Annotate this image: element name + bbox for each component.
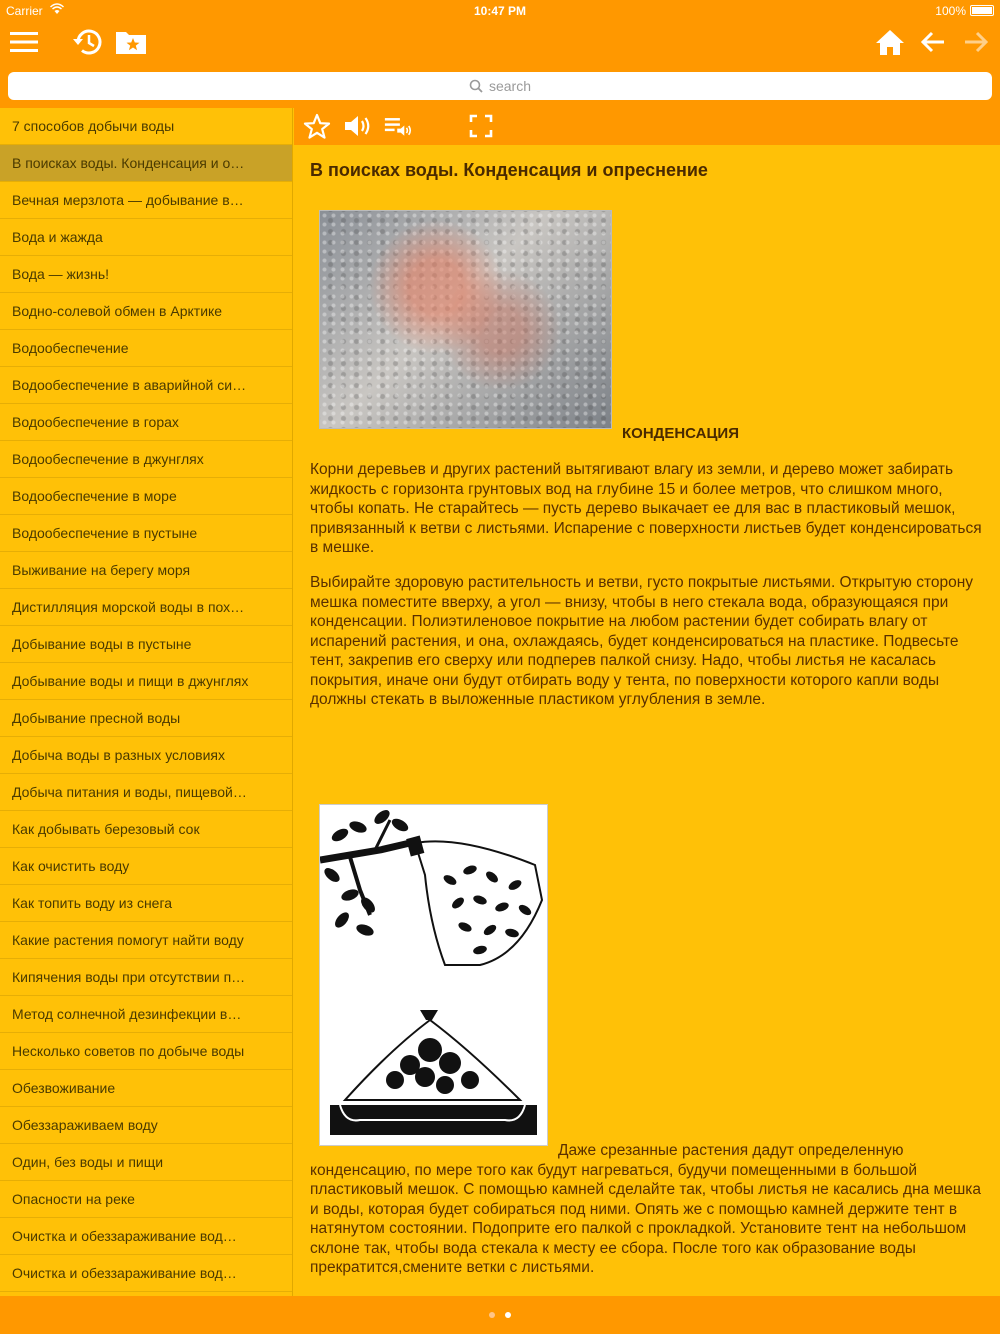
list-item[interactable]: 7 способов добычи воды — [0, 108, 292, 145]
list-item[interactable]: Водообеспечение — [0, 330, 292, 367]
list-item[interactable]: Кипячения воды при отсутствии п… — [0, 959, 292, 996]
battery-icon — [970, 5, 994, 16]
list-item[interactable]: Вода и жажда — [0, 219, 292, 256]
search-icon — [469, 79, 483, 93]
list-item[interactable]: Водно-солевой обмен в Арктике — [0, 293, 292, 330]
list-item[interactable]: Опасности на реке — [0, 1181, 292, 1218]
fullscreen-icon[interactable] — [466, 111, 496, 141]
list-item[interactable]: Дистилляция морской воды в пох… — [0, 589, 292, 626]
list-item[interactable]: Добывание воды в пустыне — [0, 626, 292, 663]
list-item[interactable]: Очистка и обеззараживание вод… — [0, 1255, 292, 1292]
list-item[interactable]: Выживание на берегу моря — [0, 552, 292, 589]
article-content — [294, 145, 1000, 1296]
carrier-label: Carrier — [6, 4, 43, 18]
list-item[interactable]: Водообеспечение в горах — [0, 404, 292, 441]
list-item[interactable]: Очистка и обеззараживание вод… — [0, 1218, 292, 1255]
clock: 10:47 PM — [473, 4, 527, 18]
list-item[interactable]: Вечная мерзлота — добывание в… — [0, 182, 292, 219]
bookmarks-folder-icon[interactable] — [113, 24, 149, 60]
menu-icon[interactable] — [6, 24, 42, 60]
plastic-bag-illustration — [319, 804, 548, 1146]
list-item[interactable]: Метод солнечной дезинфекции в… — [0, 996, 292, 1033]
search-placeholder: search — [488, 78, 532, 94]
playlist-audio-icon[interactable] — [384, 111, 414, 141]
list-item[interactable]: Вода — жизнь! — [0, 256, 292, 293]
list-item[interactable]: Несколько советов по добыче воды — [0, 1033, 292, 1070]
list-item[interactable]: Как топить воду из снега — [0, 885, 292, 922]
list-item[interactable]: Добывание пресной воды — [0, 700, 292, 737]
list-item[interactable]: Водообеспечение в джунглях — [0, 441, 292, 478]
star-icon[interactable] — [302, 111, 332, 141]
section-caption: КОНДЕНСАЦИЯ — [622, 425, 739, 442]
list-item[interactable]: Один, без воды и пищи — [0, 1144, 292, 1181]
article-title: В поисках воды. Конденсация и опреснение — [310, 160, 708, 180]
status-bar — [0, 0, 1000, 22]
search-bar — [0, 64, 1000, 108]
page-indicator-dot-active[interactable] — [505, 1312, 511, 1318]
forward-arrow-icon[interactable] — [958, 24, 994, 60]
back-arrow-icon[interactable] — [915, 24, 951, 60]
article-paragraph: Выбирайте здоровую растительность и ветви, густо покрытые листьями. Открытую сторону мешка поместите вверху, а угол — внизу, чтобы в него стекала вода, образующаяся при конденсации. Полиэтиленовое покрытие на любом растении будет собирать влагу от испарений растения, и она, охлаждаясь, будет конденсироваться на пластике. Подвесьте тент, закрепив его сверху или подперев палкой снизу. Надо, чтобы листья не касалась покрытия, иначе они будут отбирать воду у тента, по поверхности которого капли воды должны стекать в выложенные пластиком углубления в земле. — [310, 574, 974, 708]
list-item[interactable]: Как добывать березовый сок — [0, 811, 292, 848]
list-item[interactable]: Обезвоживание — [0, 1070, 292, 1107]
article-paragraph: Даже срезанные растения дадут определенную конденсацию, по мере того как будут нагреваться, будучи помещенными в большой пластиковый мешок. С помощью камней сделайте так, чтобы листья не касались дна мешка и воды, которая будет собираться под ними. Опять же с помощью камней держите тент в натянутом состоянии. Подоприте его палкой с прокладкой. Установите тент на небольшом склоне так, чтобы вода стекала к месту ее сбора. После того как образование воды прекратится,смените ветки с листьями. — [310, 1142, 982, 1276]
top-toolbar — [0, 22, 1000, 64]
bottom-bar — [0, 1296, 1000, 1334]
list-item[interactable]: Водообеспечение в пустыне — [0, 515, 292, 552]
list-item[interactable]: Как очистить воду — [0, 848, 292, 885]
list-item[interactable]: Добывание воды и пищи в джунглях — [0, 663, 292, 700]
sidebar-article-list — [0, 108, 293, 1296]
list-item-active[interactable]: В поисках воды. Конденсация и о… — [0, 145, 292, 182]
list-item[interactable]: Водообеспечение в аварийной си… — [0, 367, 292, 404]
battery-percentage: 100% — [935, 4, 966, 18]
condensation-photo — [319, 210, 612, 429]
history-icon[interactable] — [70, 24, 106, 60]
speaker-icon[interactable] — [343, 111, 373, 141]
list-item[interactable]: Добыча питания и воды, пищевой… — [0, 774, 292, 811]
page-indicator-dot[interactable] — [489, 1312, 495, 1318]
article-toolbar — [294, 108, 1000, 145]
list-item[interactable]: Какие растения помогут найти воду — [0, 922, 292, 959]
list-item[interactable]: Добыча воды в разных условиях — [0, 737, 292, 774]
search-input[interactable] — [8, 72, 992, 100]
article-paragraph: Корни деревьев и других растений вытягивают влагу из земли, и дерево может забирать жидкость с горизонта грунтовых вод на глубине 15 и более метров, что слишком много, чтобы копать. Не старайтесь — пусть дерево выкачает ее для вас в пластиковый мешок, привязанный к ветви с листьями. Испарение с поверхности листьев будет конденсироваться в мешке. — [310, 461, 982, 556]
list-item[interactable]: Обеззараживаем воду — [0, 1107, 292, 1144]
list-item[interactable]: Водообеспечение в море — [0, 478, 292, 515]
home-icon[interactable] — [872, 24, 908, 60]
